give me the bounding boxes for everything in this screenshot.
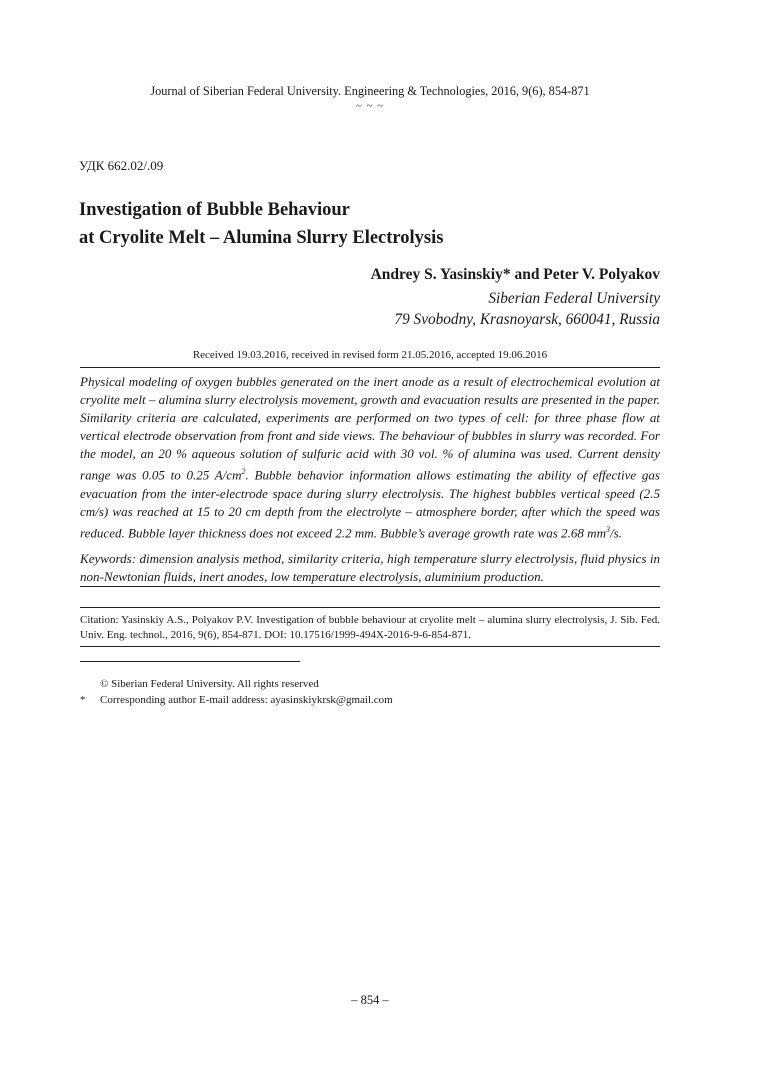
citation-bottom-rule <box>80 646 660 647</box>
citation: Citation: Yasinskiy A.S., Polyakov P.V. Investigation of bubble behaviour at cryolite melt – alumina slurry electrolysis, J. Sib. Fed. Univ. Eng. technol., 2016, 9(6), 854-871. DOI: 10.17516/1999-494X-2016-9-6-854-871. <box>80 614 660 641</box>
abstract-bottom-rule <box>80 586 660 587</box>
received-dates: Received 19.03.2016, received in revised form 21.05.2016, accepted 19.06.2016 <box>192 349 548 361</box>
footnote-corresponding: * Corresponding author E-mail address: ayasinskiykrsk@gmail.com <box>80 693 393 706</box>
paper-title-line-2: at Cryolite Melt – Alumina Slurry Electrolysis <box>79 228 444 248</box>
affiliation <box>394 288 660 330</box>
paper-title-line-1: Investigation of Bubble Behaviour <box>79 200 350 220</box>
abstract-text: Physical modeling of oxygen bubbles generated on the inert anode as a result of electrochemical evolution at cryolite melt – alumina slurry electrolysis movement, growth and evacuation results are presented in the paper. Similarity criteria are calculated, experiments are performed on two types of cell: for three phase flow at vertical electrode observation from front and side views. The behaviour of bubbles in slurry was recorded. For the model, an 20 % aqueous solution of sulfuric acid with 30 vol. % of alumina was used. Current density range was 0.05 to 0.25 $A/cm^2$. Bubble behavior information allows estimating the ability of effective gas evacuation from the inter-electrode space during slurry electrolysis. The highest bubbles vertical speed (2.5 cm/s) was reached at 15 to 20 cm depth from the electrolyte – atmosphere border, after which the speed was reduced. Bubble layer thickness does not exceed 2.2 mm. Bubble’s average growth rate was 2.68 $mm^3/s$. <box>80 374 660 541</box>
citation-top-rule <box>80 607 660 608</box>
authors: Andrey S. Yasinskiy* and Peter V. Polyakov <box>370 266 660 283</box>
udk-code: УДК 662.02/.09 <box>79 158 164 173</box>
abstract-top-rule <box>80 367 660 368</box>
paper-title <box>79 196 679 252</box>
page-number: – 854 – <box>351 993 389 1007</box>
footnotes <box>80 677 393 708</box>
keywords: Keywords: dimension analysis method, similarity criteria, high temperature slurry electrolysis, fluid physics in non-Newtonian fluids, inert anodes, low temperature electrolysis, aluminium production. <box>80 550 660 584</box>
abstract <box>80 373 660 586</box>
header-ornament: ~ ~ ~ <box>355 100 385 112</box>
journal-header: Journal of Siberian Federal University. Engineering & Technologies, 2016, 9(6), 854-871 <box>150 84 590 98</box>
affiliation-address: 79 Svobodny, Krasnoyarsk, 660041, Russia <box>394 311 660 328</box>
affiliation-university: Siberian Federal University <box>488 290 660 307</box>
footnote-rule <box>80 661 300 662</box>
footnote-copyright: © Siberian Federal University. All rights reserved <box>100 678 319 690</box>
